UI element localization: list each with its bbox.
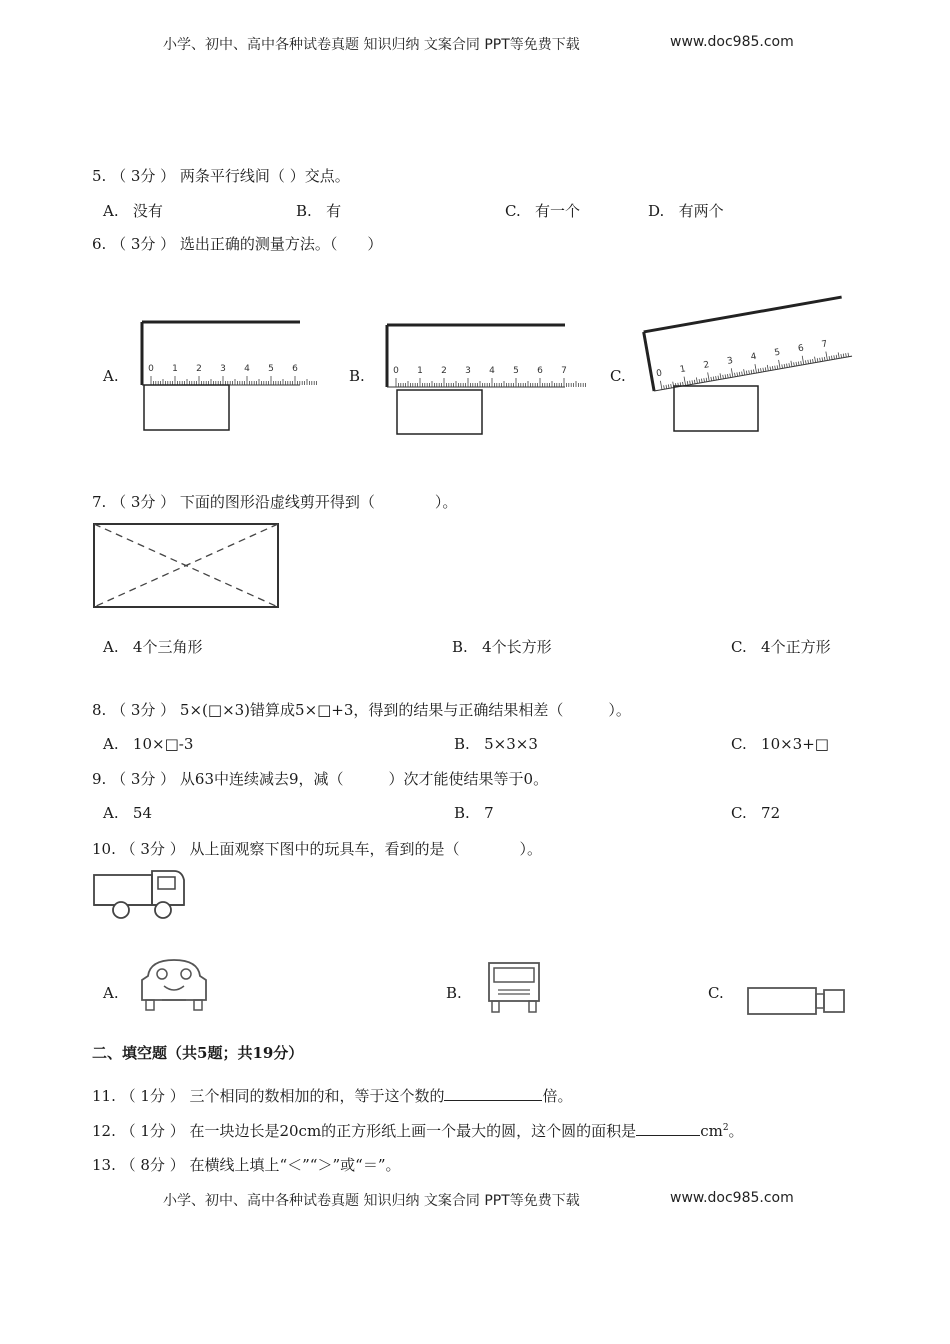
ruler-tick (815, 357, 816, 363)
ruler-tick (696, 377, 697, 383)
ruler-number: 3 (465, 366, 471, 376)
ruler-tick (720, 373, 721, 379)
ruler-tick (782, 364, 783, 368)
footer-text: 小学、初中、高中各种试卷真题 知识归纳 文案合同 PPT等免费下载 (163, 1193, 580, 1209)
ruler-tick (751, 370, 752, 374)
measured-block-a (144, 385, 229, 430)
ruler-tick (730, 374, 731, 378)
ruler-tick (684, 377, 686, 386)
question-11: 11. （ 1分 ） 三个相同的数相加的和，等于这个数的 倍。 (92, 1087, 573, 1105)
question-13: 13. （ 8分 ） 在横线上填上“＜”“＞”或“＝”。 (92, 1156, 401, 1174)
q8-option-a: A. 10×□-3 (103, 735, 194, 753)
ruler-tick (711, 377, 712, 381)
question-9: 9. （ 3分 ） 从63中连续减去9，减（ ）次才能使结果等于0。 (92, 770, 549, 788)
toy-truck-side-view (92, 868, 192, 923)
ruler-number: 5 (268, 364, 274, 374)
ruler-tick (813, 359, 814, 363)
ruler-tick (765, 367, 766, 371)
ruler-number: 6 (292, 364, 298, 374)
ruler-tick (755, 364, 757, 373)
q5-option-c: C. 有一个 (505, 202, 581, 220)
q7-option-a: A. 4个三角形 (103, 638, 203, 656)
measured-block-c (674, 386, 758, 431)
ruler-tick (798, 362, 799, 366)
dashed-rectangle-figure (92, 522, 282, 612)
ruler-number: 4 (244, 364, 250, 374)
ruler-tick (690, 381, 691, 385)
ruler-tick (801, 361, 802, 365)
ruler-tick (820, 358, 821, 362)
q6-option-c-label: C. (610, 367, 626, 385)
ruler-number: 0 (655, 368, 663, 380)
q5-option-b: B. 有 (296, 202, 342, 220)
ruler-tick (708, 372, 710, 381)
ruler-tick (775, 366, 776, 370)
ruler-tick (822, 357, 823, 361)
question-8: 8. （ 3分 ） 5×(□×3)错算成5×□+3，得到的结果与正确结果相差（ ）。 (92, 701, 631, 719)
car-front-view (136, 956, 212, 1014)
ruler-number: 7 (561, 366, 567, 376)
ruler-tick (848, 353, 849, 357)
ruler-tick (749, 370, 750, 374)
ruler-number: 5 (513, 366, 519, 376)
answer-blank-12[interactable] (636, 1121, 700, 1136)
ruler-tick (841, 354, 842, 358)
ruler-number: 0 (148, 364, 154, 374)
ruler-tick (758, 369, 759, 373)
ruler-tick (805, 360, 806, 364)
ruler-tick (846, 353, 847, 357)
ruler-tick (666, 385, 667, 389)
q6-option-a-label: A. (103, 367, 119, 385)
ruler-tick (725, 374, 726, 378)
ruler-tick (706, 378, 707, 382)
ruler-tick (746, 371, 747, 375)
ruler-tick (668, 384, 669, 388)
ruler-number: 2 (702, 360, 711, 371)
ruler-number: 1 (679, 364, 687, 376)
ruler-number: 1 (417, 366, 423, 376)
ruler-tick (763, 368, 764, 372)
ruler-tick (744, 369, 745, 375)
q8-option-b: B. 5×3×3 (454, 735, 538, 753)
ruler-tick (687, 381, 688, 385)
ruler-number: 6 (797, 343, 805, 355)
section-title-fill-in: 二、填空题（共5题；共19分） (92, 1044, 304, 1062)
ruler-figures (0, 290, 950, 440)
ruler-tick (787, 364, 788, 368)
header-text: 小学、初中、高中各种试卷真题 知识归纳 文案合同 PPT等免费下载 (163, 37, 580, 53)
question-10: 10. （ 3分 ） 从上面观察下图中的玩具车，看到的是（ ）。 (92, 840, 542, 858)
ruler-tick (808, 360, 809, 364)
ruler-tick (784, 364, 785, 368)
ruler-tick (692, 380, 693, 384)
truck-top-view (745, 984, 850, 1018)
ruler-number: 5 (773, 347, 782, 359)
ruler-tick (824, 357, 825, 361)
ruler-c (644, 297, 852, 391)
q10-option-b-label: B. (446, 984, 462, 1002)
ruler-tick (817, 358, 818, 362)
ruler-tick (802, 356, 804, 365)
ruler-number: 0 (393, 366, 399, 376)
ruler-number: 4 (750, 351, 758, 363)
ruler-number: 6 (537, 366, 543, 376)
q5-option-d: D. 有两个 (648, 202, 724, 220)
ruler-number: 1 (172, 364, 178, 374)
footer-url: www.doc985.com (670, 1190, 794, 1206)
ruler-tick (718, 376, 719, 380)
ruler-tick (727, 374, 728, 378)
q10-option-c-label: C. (708, 984, 724, 1002)
ruler-number: 4 (489, 366, 495, 376)
q9-option-c: C. 72 (731, 804, 781, 822)
q7-option-b: B. 4个长方形 (452, 638, 552, 656)
ruler-tick (664, 385, 665, 389)
ruler-tick (770, 367, 771, 371)
ruler-tick (753, 369, 754, 373)
ruler-tick (843, 354, 844, 358)
ruler-tick (716, 376, 717, 380)
ruler-tick (699, 379, 700, 383)
ruler-number: 2 (196, 364, 202, 374)
ruler-tick (789, 363, 790, 367)
ruler-tick (739, 372, 740, 376)
ruler-tick (731, 368, 733, 377)
header-url: www.doc985.com (670, 34, 794, 50)
ruler-tick (742, 372, 743, 376)
question-5: 5. （ 3分 ） 两条平行线间（ ）交点。 (92, 167, 350, 185)
ruler-tick (723, 375, 724, 379)
ruler-tick (791, 361, 792, 367)
ruler-tick (826, 352, 828, 361)
ruler-tick (737, 372, 738, 376)
ruler-number: 3 (220, 364, 226, 374)
ruler-tick (704, 378, 705, 382)
ruler-b (387, 325, 586, 434)
ruler-tick (777, 365, 778, 369)
ruler-tick (796, 362, 797, 366)
q6-option-b-label: B. (349, 367, 365, 385)
ruler-tick (834, 355, 835, 359)
ruler-number: 7 (820, 339, 829, 351)
ruler-tick (829, 356, 830, 360)
ruler-tick (831, 356, 832, 360)
ruler-tick (794, 362, 795, 366)
q8-option-c: C. 10×3+□ (731, 735, 829, 753)
ruler-number: 3 (726, 355, 734, 367)
q9-option-b: B. 7 (454, 804, 494, 822)
ruler-tick (735, 373, 736, 377)
ruler-tick (772, 366, 773, 370)
q9-option-a: A. 54 (103, 804, 153, 822)
ruler-tick (671, 384, 672, 388)
ruler-tick (694, 380, 695, 384)
truck-front-view (484, 960, 544, 1016)
ruler-tick (660, 381, 662, 390)
question-7: 7. （ 3分 ） 下面的图形沿虚线剪开得到（ ）。 (92, 493, 458, 511)
q5-option-a: A. 没有 (103, 202, 163, 220)
ruler-tick (761, 368, 762, 372)
ruler-tick (836, 355, 837, 359)
q10-option-a-label: A. (103, 984, 119, 1002)
ruler-a (142, 322, 317, 430)
answer-blank-11[interactable] (444, 1086, 542, 1101)
q7-option-c: C. 4个正方形 (731, 638, 831, 656)
question-12: 12. （ 1分 ） 在一块边长是20cm的正方形纸上画一个最大的圆，这个圆的面积是 $cm^2$。 (92, 1122, 744, 1140)
ruler-tick (838, 352, 839, 358)
measured-block-b (397, 390, 482, 434)
ruler-tick (767, 365, 768, 371)
ruler-tick (713, 377, 714, 381)
ruler-tick (701, 379, 702, 383)
question-6: 6. （ 3分 ） 选出正确的测量方法。（ ） (92, 235, 383, 253)
ruler-tick (779, 360, 781, 369)
ruler-number: 2 (441, 366, 447, 376)
ruler-tick (810, 359, 811, 363)
